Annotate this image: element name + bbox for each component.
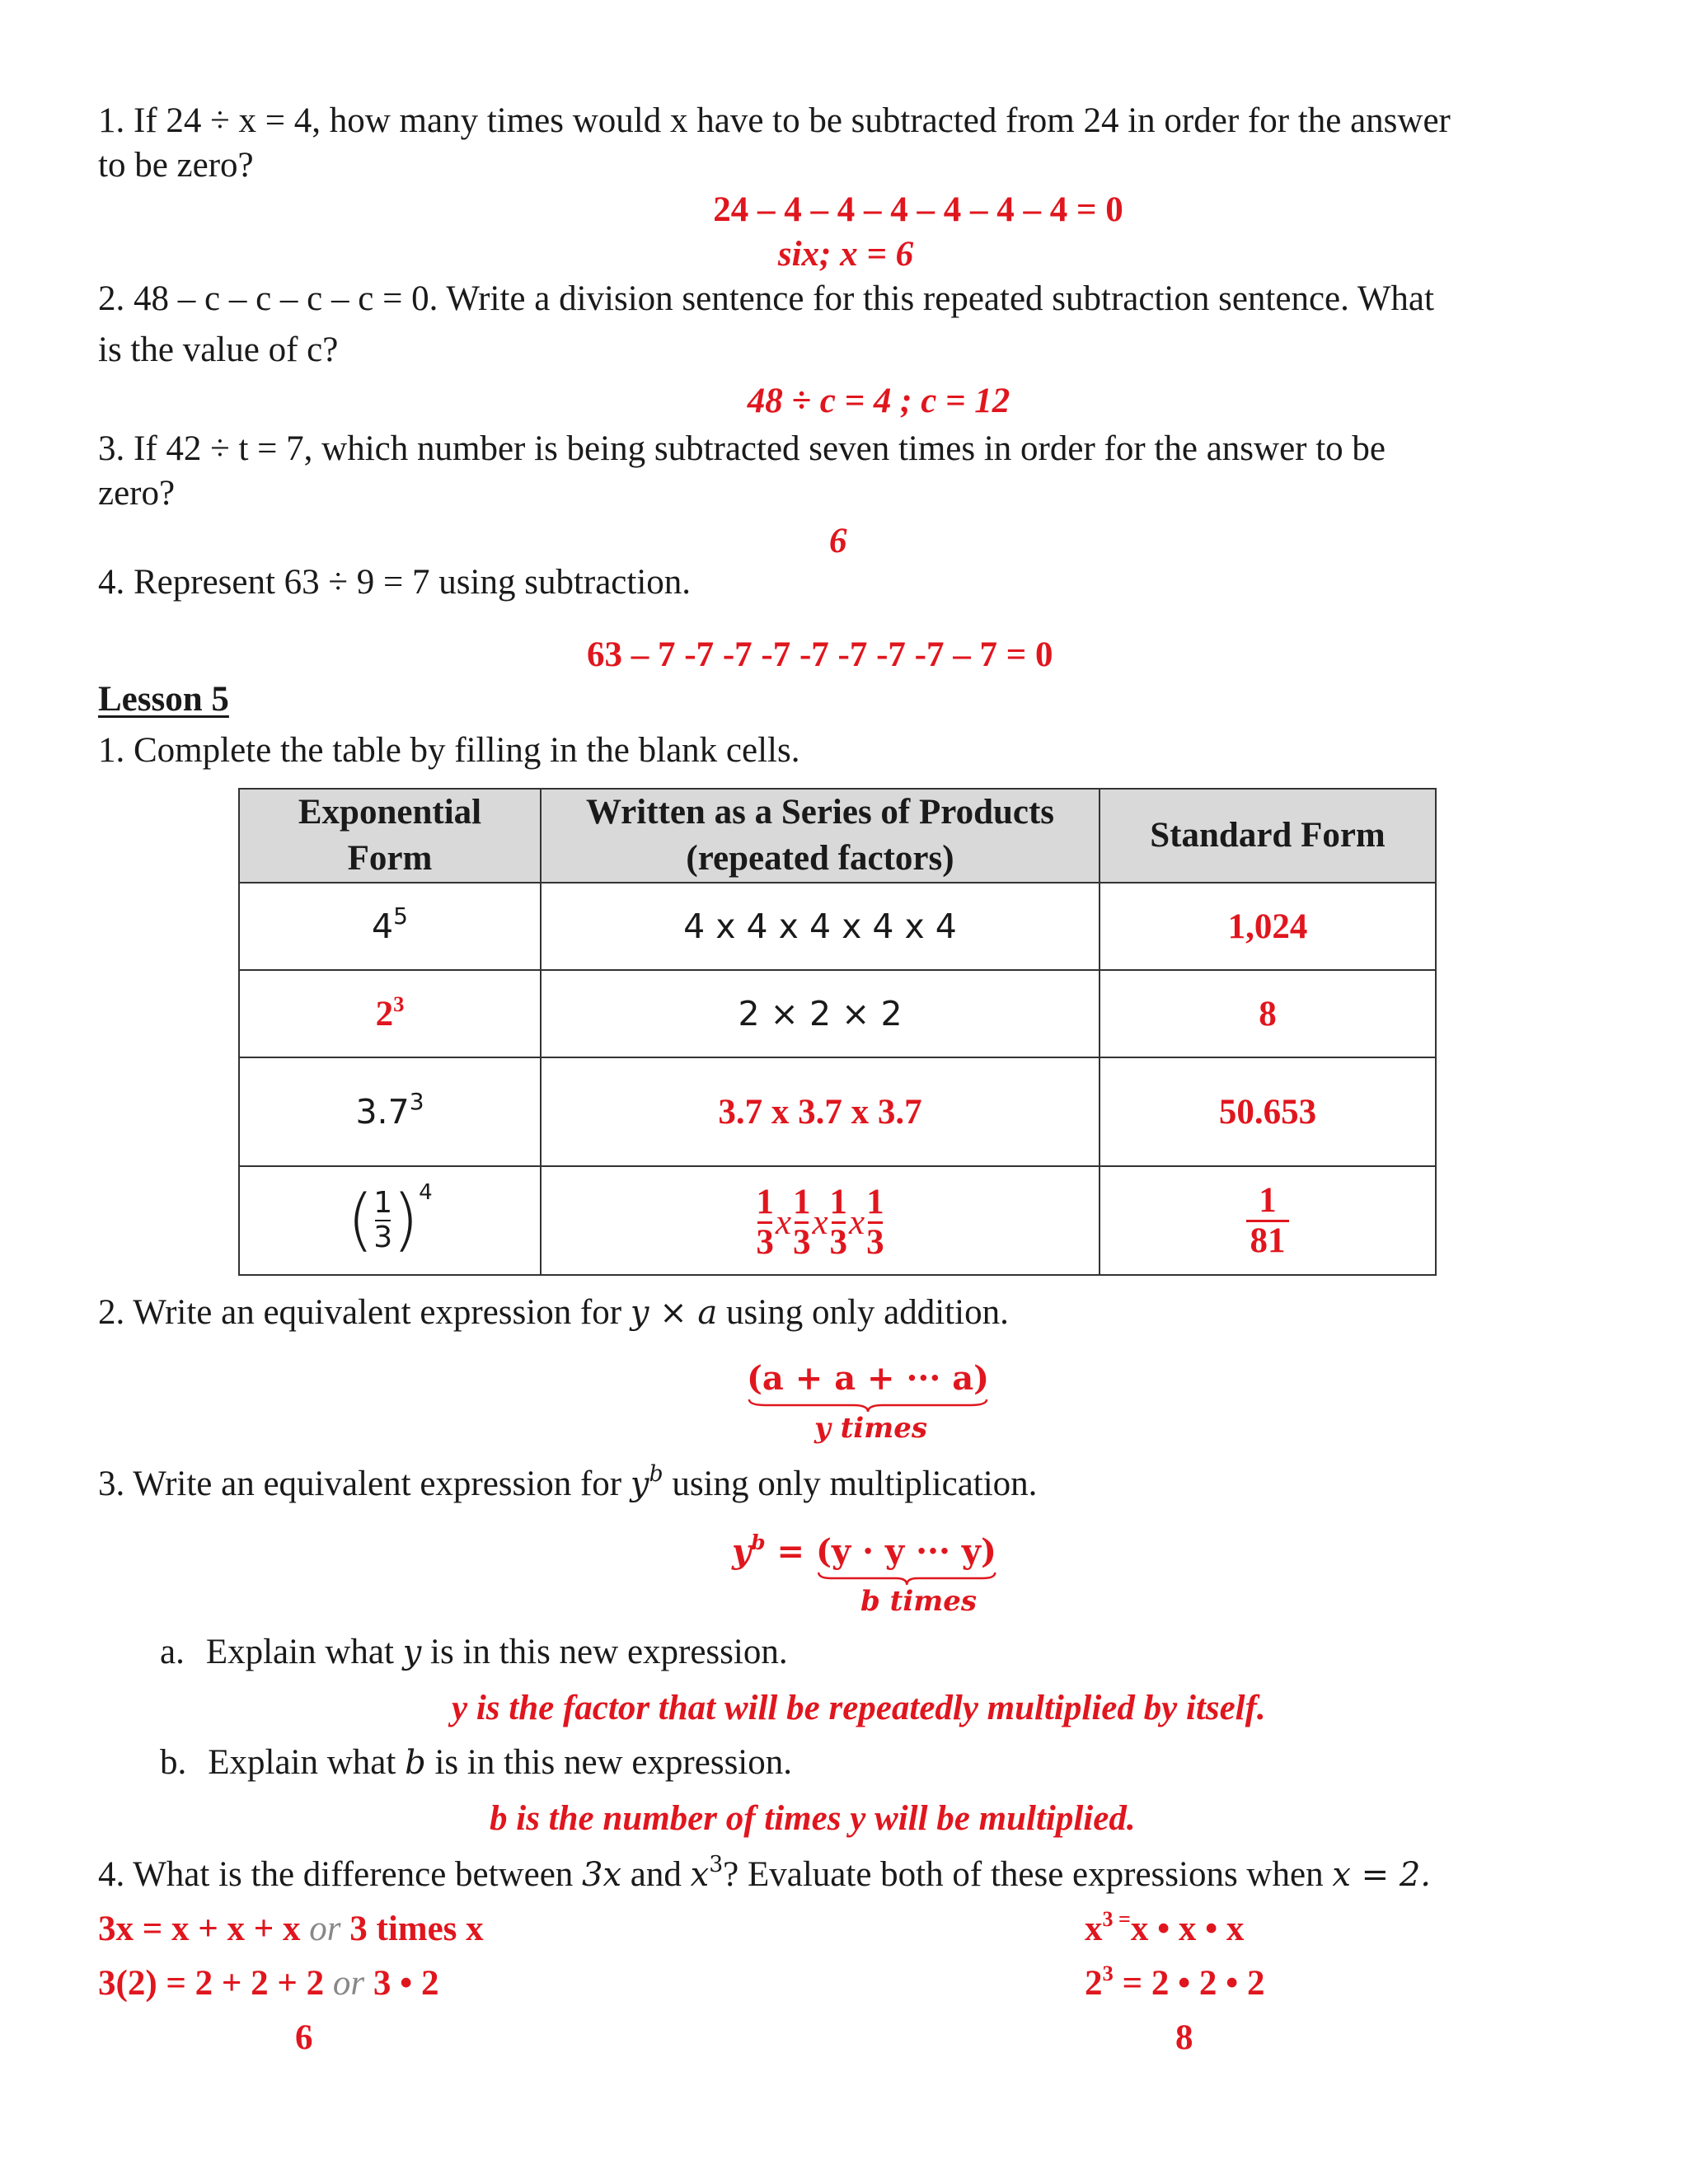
header-exponential-line1: Exponential: [298, 793, 482, 832]
exp-power: 5: [393, 902, 408, 930]
fraction-denominator: 81: [1250, 1221, 1286, 1260]
fraction: $\frac{1}{3}$: [829, 1182, 848, 1262]
q4-right-line1: [1085, 1907, 1244, 1952]
q3-answer: 6: [829, 522, 847, 560]
exponent-table: [238, 788, 1437, 1276]
q2-text-line1: 2. 48 – c – c – c – c = 0. Write a division sentence for this repeated subtraction sentence. What: [98, 279, 1434, 318]
lesson-q4-text: [98, 1853, 1431, 1897]
q4-left2-or: or: [332, 1964, 365, 2003]
q4-expr2-base: x: [690, 1856, 710, 1894]
q4-post: ? Evaluate both of these expressions when: [723, 1855, 1333, 1894]
cell-standard: 8: [1100, 970, 1436, 1057]
q3-expr-base: y: [630, 1465, 649, 1503]
q4-left2-b: 3 • 2: [364, 1964, 439, 2003]
lesson-q3-text: [98, 1462, 1037, 1507]
q4-pre: 4. What is the difference between: [98, 1855, 583, 1894]
exp-base: 3.7: [355, 1091, 410, 1132]
product-fractions: [756, 1182, 884, 1262]
q2-answer: 48 ÷ c = 4 ; c = 12: [747, 382, 1010, 420]
fraction: [1245, 1180, 1291, 1260]
q4-right2-rest: = 2 • 2 • 2: [1113, 1964, 1265, 2003]
lesson-q3-under-label: b times: [860, 1585, 977, 1618]
header-products-line1: Written as a Series of Products: [585, 793, 1055, 832]
q1-text-line2: to be zero?: [98, 146, 254, 185]
left-paren: (: [347, 1181, 374, 1259]
cell-standard: 50.653: [1100, 1057, 1436, 1166]
exp-power: 3: [409, 1087, 424, 1115]
table-row: [239, 1166, 1436, 1275]
q3-expr-power: b: [649, 1461, 663, 1488]
q4-right1-rest: x • x • x: [1130, 1910, 1245, 1948]
cell-products: 4 x 4 x 4 x 4 x 4: [541, 883, 1100, 970]
exp-base: 2: [375, 994, 394, 1033]
q4-text: 4. Represent 63 ÷ 9 = 7 using subtraction.: [98, 563, 692, 602]
q4-right-line2: [1085, 1961, 1264, 2006]
q1-answer-value: six; x = 6: [777, 235, 914, 274]
q3b-label: b.: [160, 1743, 187, 1782]
q2-text-line2: is the value of c?: [98, 330, 339, 369]
q4-right2-power: 3: [1102, 1961, 1114, 1986]
lesson-q2-under-label: y times: [814, 1412, 927, 1445]
lesson-q2-answer: [747, 1357, 989, 1401]
cell-products: 2 × 2 × 2: [541, 970, 1100, 1057]
times-sign: x: [812, 1202, 828, 1242]
cell-exponential: [239, 883, 541, 970]
header-products-line2: (repeated factors): [686, 839, 954, 878]
multiplication-expression: [777, 1530, 996, 1574]
times-sign: x: [849, 1202, 865, 1242]
cell-standard: [1100, 1166, 1436, 1275]
q1-answer-equation: 24 – 4 – 4 – 4 – 4 – 4 – 4 = 0: [713, 190, 1123, 229]
q3b-answer: b is the number of times y will be multiplied.: [490, 1799, 1136, 1838]
addition-expression: [747, 1357, 989, 1401]
q4-right1-base: x: [1085, 1910, 1103, 1948]
q3-prefix: 3. Write an equivalent expression for: [98, 1465, 631, 1503]
q3a-label: a.: [160, 1633, 185, 1671]
fraction: [373, 1188, 392, 1253]
fraction-power-expression: [347, 1180, 433, 1259]
lesson-heading: Lesson 5: [98, 680, 229, 719]
q2-expression: y × a: [630, 1294, 718, 1332]
right-paren: ): [392, 1181, 420, 1259]
q4-right-result: 8: [1175, 2018, 1193, 2057]
q4-left1-a: 3x = x + x + x: [98, 1910, 310, 1948]
table-row: [239, 883, 1436, 970]
cell-exponential: [239, 970, 541, 1057]
q4-mid: and: [621, 1855, 691, 1894]
q3-ans-power: b: [751, 1530, 766, 1555]
q3-text-line2: zero?: [98, 474, 176, 513]
q3b-text: [160, 1741, 792, 1785]
q3a-text: [160, 1630, 788, 1675]
fraction: $\frac{1}{3}$: [756, 1182, 774, 1262]
q4-left-line2: [98, 1961, 438, 2006]
q4-right2-base: 2: [1085, 1964, 1103, 2003]
addition-expression-text: (a + a + ··· a): [747, 1359, 990, 1398]
header-exponential-line2: Form: [347, 839, 433, 878]
q4-answer: 63 – 7 -7 -7 -7 -7 -7 -7 -7 – 7 = 0: [587, 635, 1053, 674]
q3-ans-base: y: [732, 1532, 752, 1571]
header-exponential-form: [239, 789, 541, 883]
q3a-text-post: is in this new expression.: [421, 1633, 788, 1671]
cell-products: [541, 1166, 1100, 1275]
q3-suffix: using only multiplication.: [663, 1465, 1038, 1503]
times-sign: x: [775, 1202, 791, 1242]
q3-text-line1: 3. If 42 ÷ t = 7, which number is being subtracted seven times in order for the answer to be: [98, 429, 1386, 468]
exp-power: 4: [419, 1180, 433, 1205]
exp-base: 4: [372, 906, 394, 946]
q2-suffix: using only addition.: [717, 1293, 1009, 1332]
q4-left1-b: 3 times x: [340, 1910, 484, 1948]
cell-products: 3.7 x 3.7 x 3.7: [541, 1057, 1100, 1166]
q4-left-result: 6: [295, 2018, 313, 2057]
table-row: [239, 1057, 1436, 1166]
q3b-variable: b: [405, 1744, 426, 1782]
cell-standard: 1,024: [1100, 883, 1436, 970]
q1-text-line1: 1. If 24 ÷ x = 4, how many times would x have to be subtracted from 24 in order for the answer: [98, 101, 1451, 140]
multiplication-expression-text: = (y · y ··· y): [776, 1532, 996, 1571]
lesson-q1-text: 1. Complete the table by filling in the blank cells.: [98, 731, 800, 770]
fraction: $\frac{1}{3}$: [792, 1182, 811, 1262]
lesson-q3-answer: [732, 1530, 996, 1574]
q3a-text-pre: Explain what: [205, 1633, 403, 1671]
header-standard-form: Standard Form: [1100, 789, 1436, 883]
q3a-variable: y: [402, 1633, 422, 1671]
table-header-row: [239, 789, 1436, 883]
fraction-denominator: 3: [373, 1221, 393, 1254]
cell-exponential: [239, 1057, 541, 1166]
fraction: $\frac{1}{3}$: [866, 1182, 884, 1262]
q4-expr1: 3x: [582, 1856, 622, 1894]
q3b-text-pre: Explain what: [208, 1743, 406, 1782]
q3b-text-post: is in this new expression.: [425, 1743, 793, 1782]
q4-left2-a: 3(2) = 2 + 2 + 2: [98, 1964, 333, 2003]
fraction-numerator: 1: [1259, 1180, 1277, 1220]
fraction-numerator: 1: [373, 1186, 393, 1220]
table-row: [239, 970, 1436, 1057]
q3a-answer: y is the factor that will be repeatedly multiplied by itself.: [452, 1689, 1266, 1727]
cell-exponential: [239, 1166, 541, 1275]
q4-right1-power: 3 =: [1102, 1907, 1131, 1932]
header-series-of-products: [541, 789, 1100, 883]
q4-condition: x = 2.: [1332, 1856, 1431, 1894]
q4-left1-or: or: [309, 1910, 341, 1948]
q4-expr2-power: 3: [709, 1852, 724, 1878]
lesson-q2-text: [98, 1291, 1009, 1335]
q4-left-line1: [98, 1907, 484, 1952]
exp-power: 3: [393, 991, 405, 1016]
q2-prefix: 2. Write an equivalent expression for: [98, 1293, 631, 1332]
